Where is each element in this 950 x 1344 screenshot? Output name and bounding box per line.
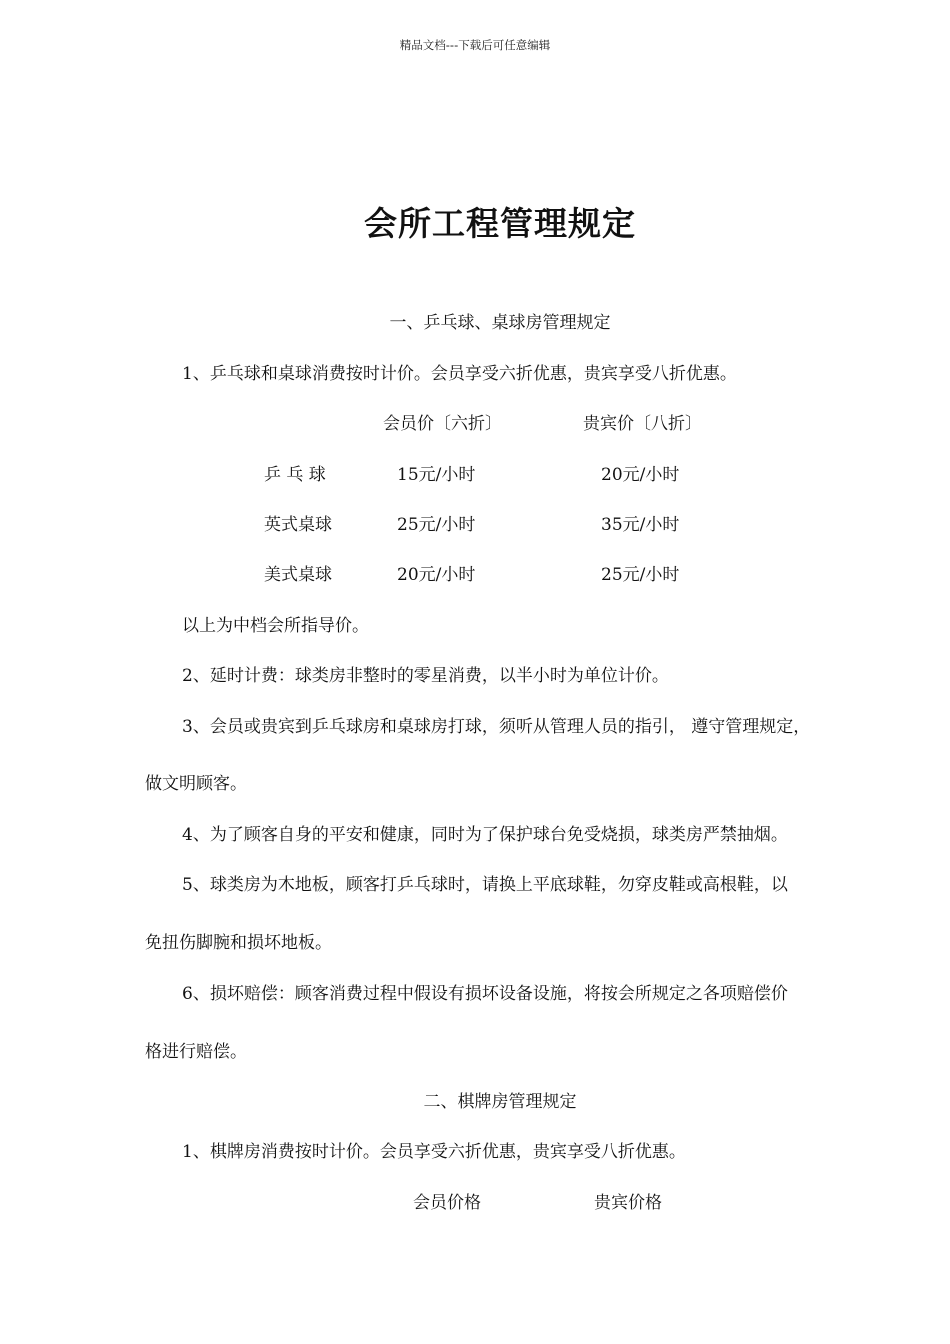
section1-item5: 5、球类房为木地板，顾客打乒乓球时，请换上平底球鞋，勿穿皮鞋或高根鞋，以 [182,875,788,895]
section2-item1: 1、棋牌房消费按时计价。会员享受六折优惠，贵宾享受八折优惠。 [182,1142,686,1162]
row-vip-price: 25元/小时 [601,565,680,585]
row-vip-price: 35元/小时 [601,515,680,535]
section1-item3-cont: 做文明顾客。 [145,774,247,794]
row-member-price: 20元/小时 [397,565,476,585]
row-name: 英式桌球 [264,515,332,535]
row-member-price: 25元/小时 [397,515,476,535]
row-name: 乒 乓 球 [264,465,326,485]
section2-heading: 二、棋牌房管理规定 [423,1092,577,1112]
table2-header-vip: 贵宾价格 [594,1193,662,1213]
section1-heading: 一、乒乓球、桌球房管理规定 [389,313,611,333]
document-title: 会所工程管理规定 [364,204,636,243]
row-member-price: 15元/小时 [397,465,476,485]
price-note: 以上为中档会所指导价。 [182,616,369,636]
row-vip-price: 20元/小时 [601,465,680,485]
table2-header-member: 会员价格 [413,1193,481,1213]
row-name: 美式桌球 [264,565,332,585]
table-header-vip: 贵宾价〔八折〕 [583,414,702,434]
section1-item4: 4、为了顾客自身的平安和健康，同时为了保护球台免受烧损，球类房严禁抽烟。 [182,825,788,845]
section1-item6-cont: 格进行赔偿。 [145,1042,247,1062]
section1-item2: 2、延时计费：球类房非整时的零星消费，以半小时为单位计价。 [182,666,669,686]
section1-item6: 6、损坏赔偿：顾客消费过程中假设有损坏设备设施，将按会所规定之各项赔偿价 [182,984,788,1004]
section1-item1: 1、乒乓球和桌球消费按时计价。会员享受六折优惠，贵宾享受八折优惠。 [182,364,737,384]
table-header-member: 会员价〔六折〕 [383,414,502,434]
section1-item5-cont: 免扭伤脚腕和损坏地板。 [145,933,332,953]
section1-item3: 3、会员或贵宾到乒乓球房和桌球房打球，须听从管理人员的指引， 遵守管理规定， [182,717,811,737]
page-header: 精品文档---下载后可任意编辑 [399,38,551,52]
